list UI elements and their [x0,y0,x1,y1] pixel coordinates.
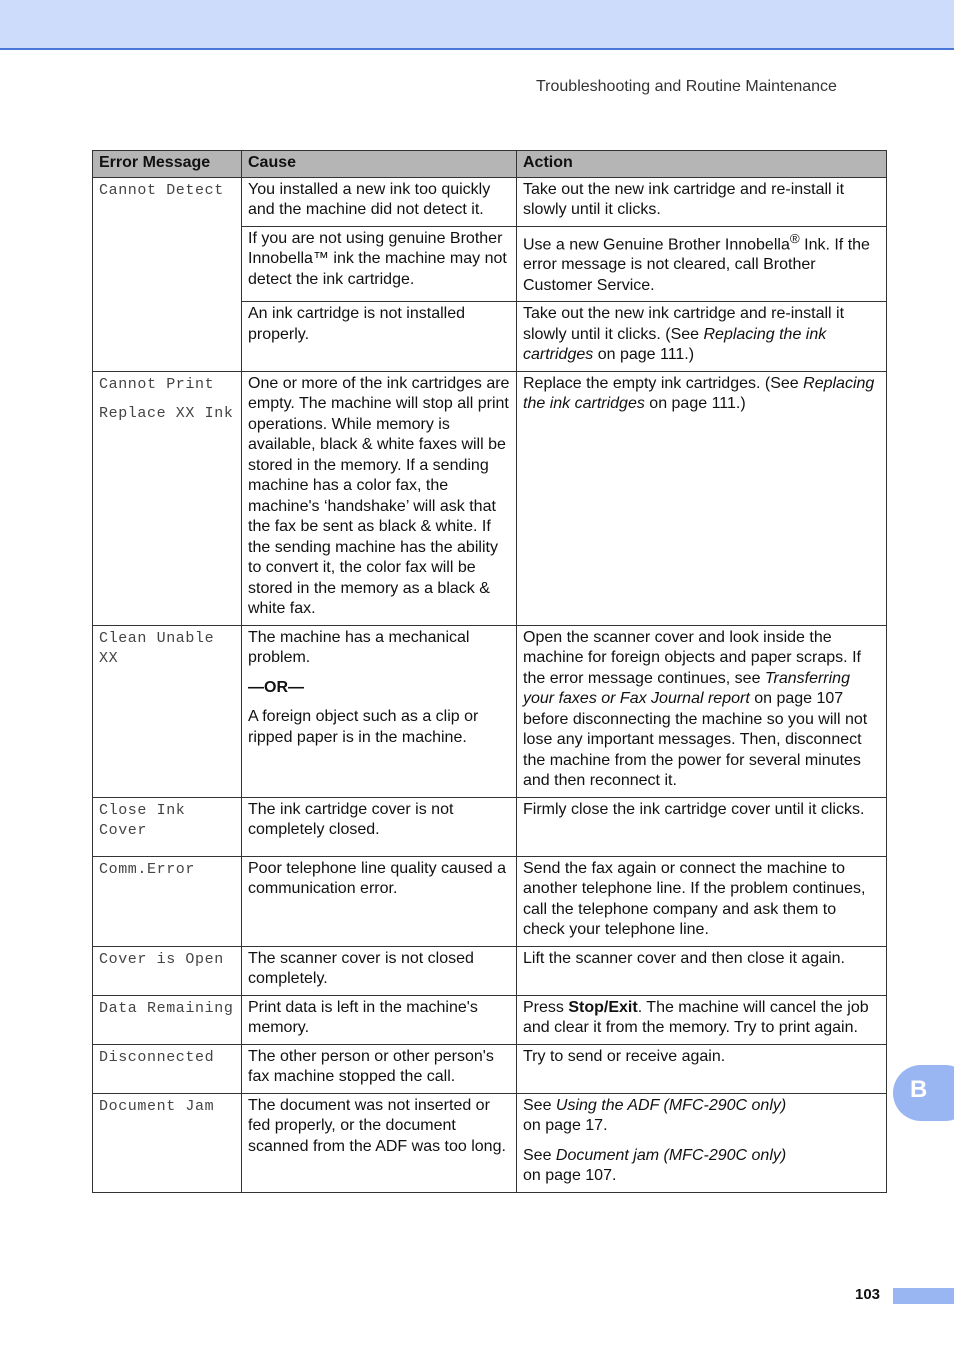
cause-cell: The scanner cover is not closed completely. [242,946,517,995]
cause-cell: Print data is left in the machine's memory. [242,995,517,1044]
cross-reference: Replacing the ink cartridges [523,374,875,413]
or-separator: —OR— [248,678,304,696]
error-message-cell [93,946,242,995]
cause-cell: One or more of the ink cartridges are empty. The machine will stop all print operations. While memory is available, black & white faxes will be stored in the memory. If a sending machine has a color fax, the machine's ‘handshake’ will ask that the fax be sent as black & white. If the sending machine has the ability to convert it, the color fax will be stored in the memory as a black & white fax. [242,371,517,625]
action-cell: Firmly close the ink cartridge cover until it clicks. [517,797,887,856]
action-text: . The machine will cancel the job and clear it from the memory. Try to print again. [523,998,869,1037]
cross-reference: Document jam (MFC-290C only) [555,1146,787,1164]
cause-cell [242,625,517,797]
appendix-tab [893,1065,954,1121]
page-number-bar [893,1288,954,1304]
running-title: Troubleshooting and Routine Maintenance [536,78,837,95]
action-text: on page 107 before disconnecting the machine so you will not lose any important messages. Then, disconnect the machine from the power for several minutes and then reconnect it. [523,690,868,790]
table-row [93,1093,887,1192]
action-cell [517,625,887,797]
error-message-cell [93,856,242,946]
action-text: on page 111.) [644,395,746,413]
action-cell: Lift the scanner cover and then close it again. [517,946,887,995]
error-message: Cannot Print [99,375,215,393]
error-message-cell [93,797,242,856]
error-message-cell [93,625,242,797]
action-cell [517,226,887,302]
error-message: Document Jam [99,1097,215,1115]
action-text: Press [523,998,569,1016]
registered-mark: ® [789,230,800,246]
table-row [93,856,887,946]
action-text: Use a new Genuine Brother Innobella [523,235,790,253]
page-number: 103 [855,1286,881,1303]
table-row [93,177,887,226]
error-message: Close Ink Cover [99,801,186,840]
error-message-cell [93,995,242,1044]
action-text: Replace the empty ink cartridges. (See [523,374,804,392]
cause-cell: The other person or other person's fax machine stopped the call. [242,1044,517,1093]
key-name: Stop/Exit [568,998,638,1016]
action-cell: Try to send or receive again. [517,1044,887,1093]
cross-reference: Replacing the ink cartridges [523,325,827,364]
cause-cell: You installed a new ink too quickly and the machine did not detect it. [242,177,517,226]
cause-cell: The document was not inserted or fed properly, or the document scanned from the ADF was too long. [242,1093,517,1192]
error-message: Replace XX Ink [99,405,234,423]
error-message: Clean Unable XX [99,629,215,668]
cause-cell: An ink cartridge is not installed properly. [242,302,517,372]
header-band [0,0,954,50]
action-text: on page 107. [523,1167,617,1185]
table-row [93,1044,887,1093]
error-message: Cover is Open [99,950,224,968]
action-cell [517,302,887,372]
action-text: See [523,1146,556,1164]
error-message: Comm.Error [99,860,196,878]
table-row [93,995,887,1044]
action-text: See [523,1096,556,1114]
error-message-cell [93,177,242,371]
action-cell: Send the fax again or connect the machine to another telephone line. If the problem continues, call the telephone company and ask them to check your telephone line. [517,856,887,946]
table-row [93,625,887,797]
error-message: Cannot Detect [99,181,224,199]
cause-text: The machine has a mechanical problem. [248,628,470,667]
action-text: on page 111.) [593,346,695,364]
table-row [93,371,887,625]
table-row [93,946,887,995]
appendix-tab-label: B [910,1076,928,1103]
table-header-row [93,151,887,178]
cross-reference: Transferring your faxes or Fax Journal report [523,669,850,708]
cause-text: A foreign object such as a clip or ripped paper is in the machine. [248,708,479,746]
cause-cell: If you are not using genuine Brother Innobella™ ink the machine may not detect the ink cartridge. [242,226,517,302]
action-cell [517,1093,887,1192]
error-message-cell [93,371,242,625]
action-paragraph [523,1096,880,1137]
error-message-cell [93,1093,242,1192]
action-paragraph [523,1146,880,1187]
error-message: Disconnected [99,1048,215,1066]
action-cell: Take out the new ink cartridge and re-install it slowly until it clicks. [517,177,887,226]
action-text: Open the scanner cover and look inside the machine for foreign objects and paper scraps. If the error message continues, see [523,628,861,687]
action-cell [517,371,887,625]
action-text: on page 17. [523,1117,608,1135]
cause-cell: Poor telephone line quality caused a communication error. [242,856,517,946]
error-message: Data Remaining [99,999,234,1017]
action-text: Ink. If the error message is not cleared, call Brother Customer Service. [523,235,870,294]
table-row [93,797,887,856]
action-text: Take out the new ink cartridge and re-install it slowly until it clicks. (See [523,305,845,343]
action-cell [517,995,887,1044]
column-header-action: Action [517,151,887,178]
error-message-table [92,150,887,1193]
cross-reference: Using the ADF (MFC-290C only) [555,1096,787,1114]
column-header-error-message: Error Message [93,151,242,178]
column-header-cause: Cause [242,151,517,178]
cause-cell: The ink cartridge cover is not completely closed. [242,797,517,856]
error-message-cell [93,1044,242,1093]
